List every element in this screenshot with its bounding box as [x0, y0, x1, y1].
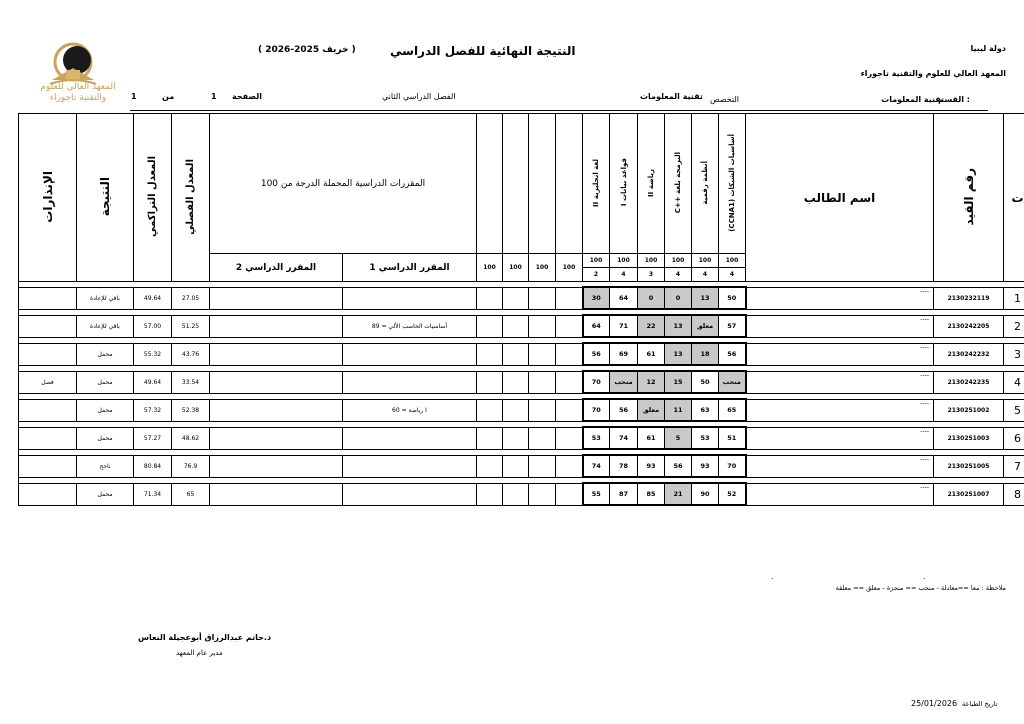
- row-extra: [477, 427, 503, 449]
- row-carried-2: [210, 483, 343, 505]
- subject-credits: 4: [610, 268, 638, 282]
- row-carried-1: [343, 427, 477, 449]
- row-gpa-cum: 49.64: [134, 287, 172, 309]
- row-gpa-sem: 51.25: [172, 315, 210, 337]
- term-label: ( خريف 2025-2026 ): [258, 45, 356, 55]
- info-line: [130, 110, 988, 111]
- header-gpa-cum: المعدل التراكمي: [134, 114, 172, 282]
- department-value: تقنية المعلومات: [881, 95, 944, 104]
- header-gpa-sem: المعدل الفصلي: [172, 114, 210, 282]
- table-row: [19, 343, 1024, 365]
- row-warning: [19, 427, 77, 449]
- row-extra: [529, 371, 556, 393]
- row-grade: 30: [583, 287, 610, 309]
- row-student-name: ----: [746, 399, 934, 421]
- row-extra: [477, 399, 503, 421]
- table-row: [19, 455, 1024, 477]
- row-gpa-sem: 27.05: [172, 287, 210, 309]
- row-extra: [503, 315, 529, 337]
- row-grade: 53: [583, 427, 610, 449]
- row-grade: 70: [583, 371, 610, 393]
- table-row: [19, 399, 1024, 421]
- row-grade: 15: [665, 371, 692, 393]
- row-extra: [503, 427, 529, 449]
- row-carried-2: [210, 371, 343, 393]
- row-extra: [556, 399, 583, 421]
- country-label: دولة ليبيا: [970, 44, 1006, 53]
- row-extra: [529, 399, 556, 421]
- row-result: محمل: [77, 483, 134, 505]
- carried-1-header: المقرر الدراسي 1: [343, 254, 477, 282]
- extra-header: [529, 114, 556, 254]
- row-extra: [556, 287, 583, 309]
- row-student-name: ----: [746, 483, 934, 505]
- row-gpa-sem: 48.62: [172, 427, 210, 449]
- row-extra: [529, 287, 556, 309]
- row-gpa-cum: 49.64: [134, 371, 172, 393]
- subject-credits: 3: [638, 268, 665, 282]
- row-warning: [19, 455, 77, 477]
- row-gpa-cum: 71.34: [134, 483, 172, 505]
- table-row: [19, 427, 1024, 449]
- row-extra: [529, 483, 556, 505]
- row-extra: [477, 315, 503, 337]
- row-gpa-cum: 80.84: [134, 455, 172, 477]
- row-warning: [19, 343, 77, 365]
- row-student-id: 2130251003: [934, 427, 1004, 449]
- header-warnings: الإنذارات: [19, 114, 77, 282]
- dot-marker: .: [923, 572, 926, 581]
- row-result: باقي للإعادة: [77, 287, 134, 309]
- subject-max: 100: [665, 254, 692, 268]
- row-grade: 93: [638, 455, 665, 477]
- subject-max: 100: [692, 254, 719, 268]
- header-row: [19, 114, 1024, 254]
- subject-max: 100: [583, 254, 610, 268]
- row-carried-1: [343, 287, 477, 309]
- logo-text: المعهد العالي للعلوم والتقنية تاجوراء: [40, 82, 116, 103]
- row-index: 1: [1004, 287, 1024, 309]
- carried-2-header: المقرر الدراسي 2: [210, 254, 343, 282]
- page-title: النتيجة النهائية للفصل الدراسي: [390, 44, 576, 58]
- row-grade: 5: [665, 427, 692, 449]
- header-result: النتيجة: [77, 114, 134, 282]
- department-label: القسم :: [938, 95, 970, 104]
- row-grade: 71: [610, 315, 638, 337]
- row-grade: 65: [719, 399, 746, 421]
- row-grade: 0: [638, 287, 665, 309]
- row-extra: [477, 287, 503, 309]
- row-grade: 85: [638, 483, 665, 505]
- table-row: [19, 371, 1024, 393]
- subject-header: رياضة II: [638, 114, 665, 254]
- table-row: [19, 287, 1024, 309]
- row-student-id: 2130251005: [934, 455, 1004, 477]
- subject-header: لغة انجليزية II: [583, 114, 610, 254]
- row-result: باقي للإعادة: [77, 315, 134, 337]
- row-student-id: 2130251007: [934, 483, 1004, 505]
- row-grade: 50: [692, 371, 719, 393]
- row-index: 2: [1004, 315, 1024, 337]
- row-student-name: ----: [746, 287, 934, 309]
- row-student-id: 2130232119: [934, 287, 1004, 309]
- row-extra: [503, 483, 529, 505]
- row-grade: 74: [610, 427, 638, 449]
- row-grade: 22: [638, 315, 665, 337]
- subject-max: 100: [719, 254, 746, 268]
- row-grade: 70: [719, 455, 746, 477]
- row-grade: 61: [638, 343, 665, 365]
- row-warning: [19, 399, 77, 421]
- table-row: [19, 315, 1024, 337]
- print-date-label: تاريخ الطباعة: [962, 700, 998, 708]
- row-extra: [556, 455, 583, 477]
- row-result: محمل: [77, 399, 134, 421]
- subject-header: أساسيات الشبكات (CCNA1): [719, 114, 746, 254]
- row-grade: 52: [719, 483, 746, 505]
- row-carried-1: [343, 455, 477, 477]
- subject-header: قواعد بيانات I: [610, 114, 638, 254]
- specialization-value: تقنية المعلومات: [640, 92, 703, 101]
- row-index: 4: [1004, 371, 1024, 393]
- subject-credits: 2: [583, 268, 610, 282]
- specialization-label: التخصص: [710, 95, 739, 104]
- row-gpa-sem: 33.54: [172, 371, 210, 393]
- row-grade: 63: [692, 399, 719, 421]
- row-index: 5: [1004, 399, 1024, 421]
- row-carried-1: [343, 371, 477, 393]
- row-grade: 70: [583, 399, 610, 421]
- row-grade: 13: [665, 343, 692, 365]
- row-grade: 57: [719, 315, 746, 337]
- row-grade: 64: [610, 287, 638, 309]
- row-student-id: 2130242235: [934, 371, 1004, 393]
- row-carried-2: [210, 287, 343, 309]
- row-grade: 56: [719, 343, 746, 365]
- row-grade: معلق: [692, 315, 719, 337]
- row-gpa-cum: 57.32: [134, 399, 172, 421]
- row-result: ناجح: [77, 455, 134, 477]
- row-carried-2: [210, 399, 343, 421]
- row-extra: [503, 371, 529, 393]
- row-extra: [529, 315, 556, 337]
- row-warning: [19, 315, 77, 337]
- extra-max: 100: [529, 254, 556, 282]
- row-extra: [556, 427, 583, 449]
- row-warning: فصل: [19, 371, 77, 393]
- row-gpa-cum: 55.32: [134, 343, 172, 365]
- row-grade: 64: [583, 315, 610, 337]
- institute-label: المعهد العالي للعلوم والتقنية تاجوراء: [860, 69, 1006, 78]
- row-grade: 53: [692, 427, 719, 449]
- row-carried-1: [343, 343, 477, 365]
- row-gpa-cum: 57.27: [134, 427, 172, 449]
- row-student-name: ----: [746, 343, 934, 365]
- of-number: 1: [131, 92, 137, 101]
- row-extra: [477, 455, 503, 477]
- subject-header: أنظمة رقمية: [692, 114, 719, 254]
- dot-marker: .: [771, 572, 774, 581]
- legend-note: ملاحظة : معا ==معادلة - منحب == منجزة - معلق == معلقة: [835, 584, 1006, 592]
- of-label: من: [162, 92, 175, 101]
- row-index: 6: [1004, 427, 1024, 449]
- extra-header: [556, 114, 583, 254]
- row-grade: 13: [692, 287, 719, 309]
- row-student-name: ----: [746, 427, 934, 449]
- table-row: [19, 483, 1024, 505]
- row-grade: 50: [719, 287, 746, 309]
- row-result: محمل: [77, 371, 134, 393]
- semester-label: الفصل الدراسي الثاني: [382, 92, 456, 101]
- page-label: الصفحة: [232, 92, 263, 101]
- print-date: 25/01/2026: [911, 699, 958, 708]
- page-number: 1: [211, 92, 217, 101]
- row-grade: 74: [583, 455, 610, 477]
- row-extra: [529, 455, 556, 477]
- carried-header: المقررات الدراسية المحملة الدرجة من 100: [210, 114, 477, 254]
- results-table: [18, 113, 1024, 506]
- row-student-id: 2130251002: [934, 399, 1004, 421]
- row-grade: 93: [692, 455, 719, 477]
- extra-max: 100: [503, 254, 529, 282]
- row-extra: [477, 483, 503, 505]
- row-grade: 55: [583, 483, 610, 505]
- row-grade: 21: [665, 483, 692, 505]
- subject-max: 100: [638, 254, 665, 268]
- row-warning: [19, 483, 77, 505]
- row-extra: [556, 371, 583, 393]
- signer-name: د.حاتم عبدالرزاق أبوعجيلة النعاس: [138, 633, 272, 642]
- row-grade: 61: [638, 427, 665, 449]
- header-index: ت: [1004, 114, 1024, 282]
- row-index: 7: [1004, 455, 1024, 477]
- row-grade: معلق: [638, 399, 665, 421]
- subject-credits: 4: [665, 268, 692, 282]
- row-result: محمل: [77, 343, 134, 365]
- rows-body: [19, 282, 1024, 506]
- row-extra: [529, 343, 556, 365]
- row-carried-2: [210, 455, 343, 477]
- row-grade: 87: [610, 483, 638, 505]
- row-gpa-sem: 43.76: [172, 343, 210, 365]
- row-extra: [477, 343, 503, 365]
- row-grade: 56: [610, 399, 638, 421]
- row-extra: [477, 371, 503, 393]
- row-gpa-sem: 52.38: [172, 399, 210, 421]
- row-result: محمل: [77, 427, 134, 449]
- row-grade: 0: [665, 287, 692, 309]
- row-extra: [503, 343, 529, 365]
- row-extra: [556, 315, 583, 337]
- header-id: رقم القيد: [934, 114, 1004, 282]
- row-student-id: 2130242205: [934, 315, 1004, 337]
- extra-max: 100: [477, 254, 503, 282]
- row-grade: 90: [692, 483, 719, 505]
- extra-header: [503, 114, 529, 254]
- row-grade: 18: [692, 343, 719, 365]
- row-carried-2: [210, 343, 343, 365]
- subject-header: البرمجة بلغة ++C: [665, 114, 692, 254]
- row-grade: 12: [638, 371, 665, 393]
- row-extra: [503, 287, 529, 309]
- signer-title: مدير عام المعهد: [176, 649, 223, 657]
- row-grade: 51: [719, 427, 746, 449]
- row-student-id: 2130242232: [934, 343, 1004, 365]
- row-gpa-cum: 57.00: [134, 315, 172, 337]
- row-extra: [556, 483, 583, 505]
- row-carried-1: [343, 483, 477, 505]
- row-extra: [529, 427, 556, 449]
- row-grade: 78: [610, 455, 638, 477]
- extra-header: [477, 114, 503, 254]
- row-gpa-sem: 65: [172, 483, 210, 505]
- subject-credits: 4: [719, 268, 746, 282]
- row-carried-1: I رياضة = 60: [343, 399, 477, 421]
- row-grade: 13: [665, 315, 692, 337]
- row-grade: منحب: [719, 371, 746, 393]
- row-index: 8: [1004, 483, 1024, 505]
- extra-max: 100: [556, 254, 583, 282]
- subject-credits: 4: [692, 268, 719, 282]
- row-index: 3: [1004, 343, 1024, 365]
- row-warning: [19, 287, 77, 309]
- row-student-name: ----: [746, 371, 934, 393]
- row-student-name: ----: [746, 315, 934, 337]
- row-carried-2: [210, 315, 343, 337]
- row-carried-1: أساسيات الحاسب الألي = 89: [343, 315, 477, 337]
- row-grade: 56: [583, 343, 610, 365]
- row-grade: 11: [665, 399, 692, 421]
- row-extra: [503, 399, 529, 421]
- row-extra: [556, 343, 583, 365]
- header-name: اسم الطالب: [746, 114, 934, 282]
- subject-max: 100: [610, 254, 638, 268]
- row-gpa-sem: 76.9: [172, 455, 210, 477]
- row-grade: 69: [610, 343, 638, 365]
- row-carried-2: [210, 427, 343, 449]
- row-student-name: ----: [746, 455, 934, 477]
- row-grade: منحب: [610, 371, 638, 393]
- row-grade: 56: [665, 455, 692, 477]
- row-extra: [503, 455, 529, 477]
